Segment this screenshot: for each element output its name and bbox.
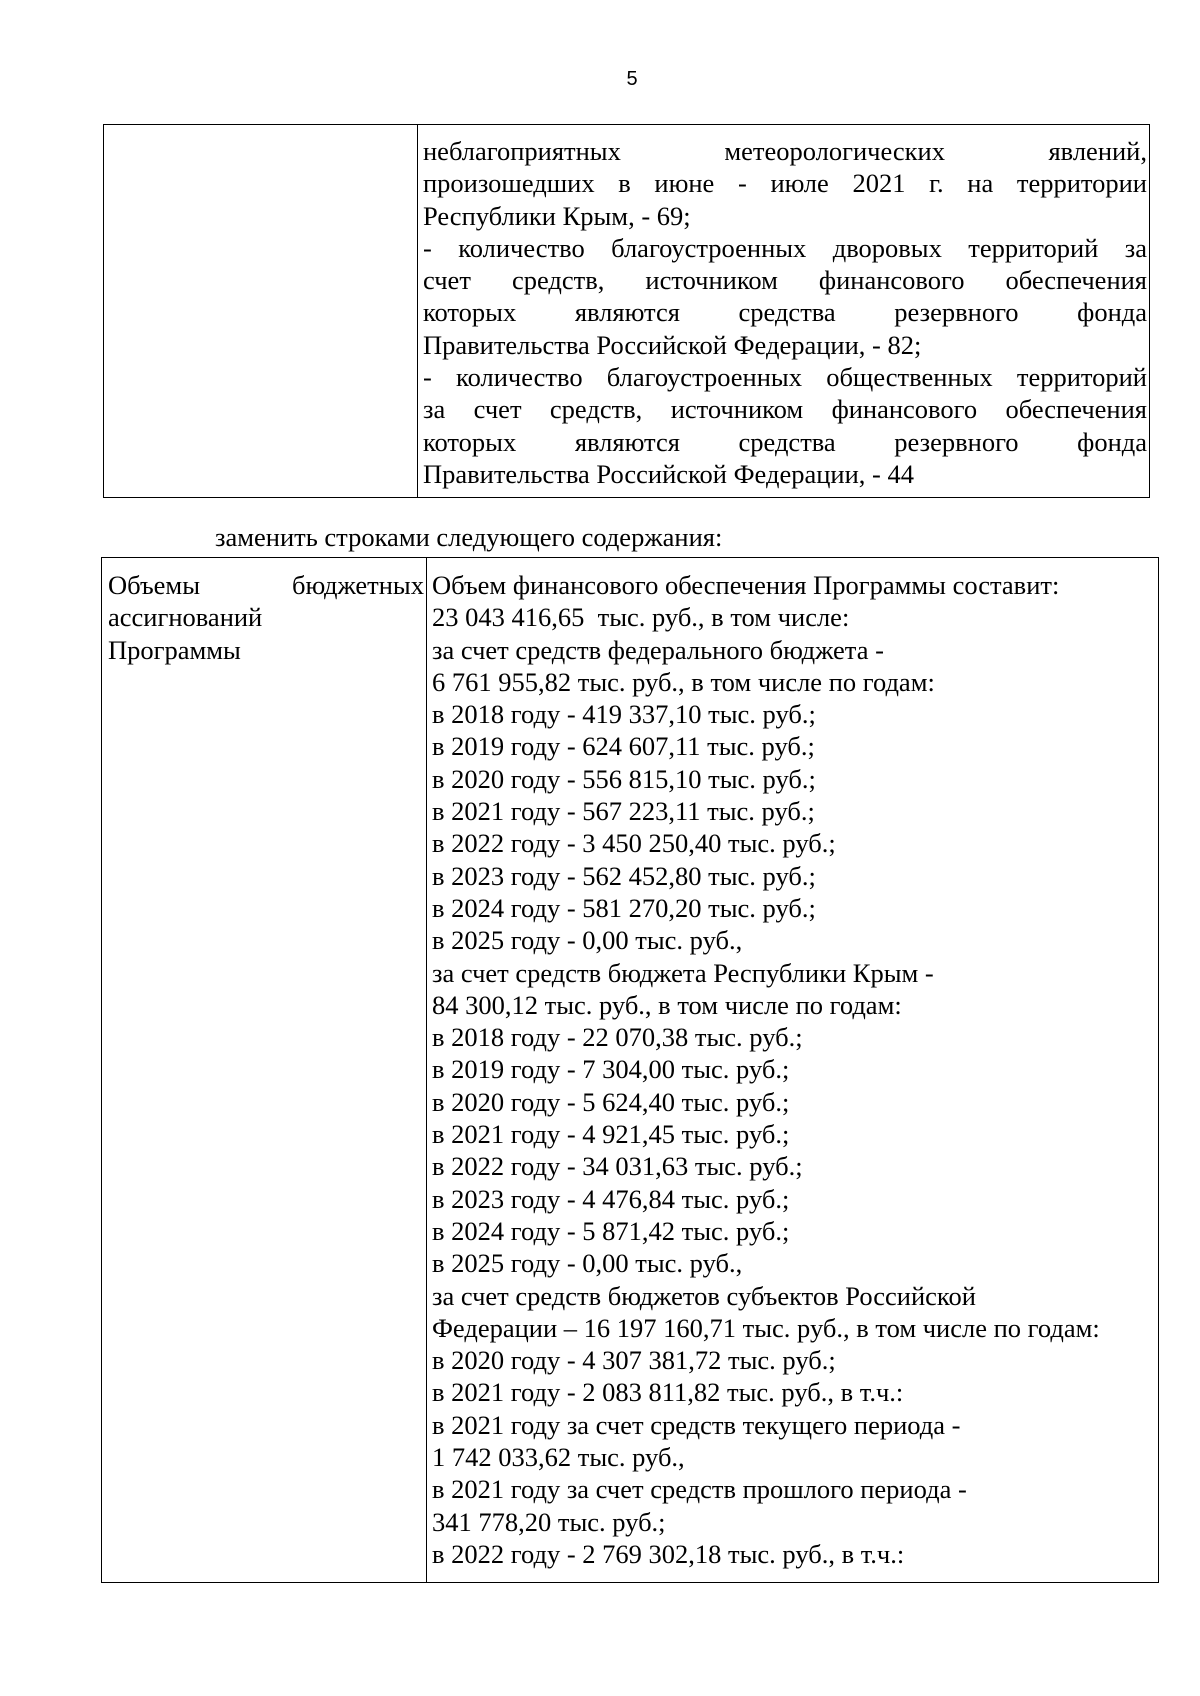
text-line: за счет средств, источником финансового обеспечения [423,394,1147,425]
text-line: - количество благоустроенных дворовых территорий за [423,232,1147,263]
text-line: в 2020 году - 4 307 381,72 тыс. руб.; [432,1345,836,1376]
text-line: в 2025 году - 0,00 тыс. руб., [432,1248,743,1279]
row-header-line: ассигнований [108,602,263,633]
indicators-cell [418,125,1150,498]
text-line: в 2021 году за счет средств текущего периода - [432,1409,961,1440]
table-row [104,125,1150,498]
row-header-line: Программы [108,634,241,665]
text-line: в 2023 году - 562 452,80 тыс. руб.; [432,860,816,891]
text-line: в 2019 году - 7 304,00 тыс. руб.; [432,1054,790,1085]
text-line: в 2024 году - 5 871,42 тыс. руб.; [432,1215,790,1246]
row-header-cell [102,558,427,1583]
text-line: неблагоприятных метеорологических явлений, [423,136,1147,166]
text-line: в 2024 году - 581 270,20 тыс. руб.; [432,892,816,923]
text-line: в 2022 году - 34 031,63 тыс. руб.; [432,1151,803,1182]
text-line: Республики Крым, - 69; [423,200,691,231]
text-line: которых являются средства резервного фонда [423,297,1147,328]
text-line: в 2022 году - 3 450 250,40 тыс. руб.; [432,828,836,859]
text-line: в 2021 году за счет средств прошлого периода - [432,1474,967,1505]
text-line: за счет средств федерального бюджета - [432,634,884,665]
text-line: 341 778,20 тыс. руб.; [432,1506,666,1537]
budget-table [101,557,1159,1583]
row-header-line: Объемы бюджетных [108,570,424,600]
replacement-instruction: заменить строками следующего содержания: [215,522,723,552]
text-line: в 2020 году - 5 624,40 тыс. руб.; [432,1086,790,1117]
funding-details-cell [427,558,1159,1583]
text-line: в 2018 году - 22 070,38 тыс. руб.; [432,1022,803,1053]
text-line: счет средств, источником финансового обеспечения [423,265,1147,296]
text-line: Объем финансового обеспечения Программы составит: [432,570,1060,600]
text-line: 1 742 033,62 тыс. руб., [432,1442,685,1473]
text-line: в 2020 году - 556 815,10 тыс. руб.; [432,763,816,794]
empty-left-cell [104,125,418,498]
text-line: в 2023 году - 4 476,84 тыс. руб.; [432,1183,790,1214]
text-line: произошедших в июне - июле 2021 г. на территории [423,168,1147,199]
text-line: в 2021 году - 4 921,45 тыс. руб.; [432,1119,790,1150]
text-line: в 2021 году - 2 083 811,82 тыс. руб., в т.ч.: [432,1377,904,1408]
continuation-table [103,124,1150,498]
text-line: 23 043 416,65 тыс. руб., в том числе: [432,602,850,633]
text-line: которых являются средства резервного фонда [423,426,1147,457]
text-line: - количество благоустроенных общественных территорий [423,362,1147,393]
text-line: в 2018 году - 419 337,10 тыс. руб.; [432,699,816,730]
text-line: за счет средств бюджета Республики Крым - [432,957,934,988]
text-line: Федерации – 16 197 160,71 тыс. руб., в том числе по годам: [432,1312,1100,1343]
text-line: в 2025 году - 0,00 тыс. руб., [432,925,743,956]
text-line: за счет средств бюджетов субъектов Российской [432,1280,976,1311]
text-line: Правительства Российской Федерации, - 82; [423,329,922,360]
text-line: в 2019 году - 624 607,11 тыс. руб.; [432,731,815,762]
page-number: 5 [626,68,638,90]
text-line: 84 300,12 тыс. руб., в том числе по годам: [432,989,902,1020]
text-line: в 2021 году - 567 223,11 тыс. руб.; [432,796,815,827]
text-line: Правительства Российской Федерации, - 44 [423,458,914,489]
text-line: 6 761 955,82 тыс. руб., в том числе по годам: [432,666,935,697]
table-row [102,558,1159,1583]
text-line: в 2022 году - 2 769 302,18 тыс. руб., в т.ч.: [432,1538,905,1569]
